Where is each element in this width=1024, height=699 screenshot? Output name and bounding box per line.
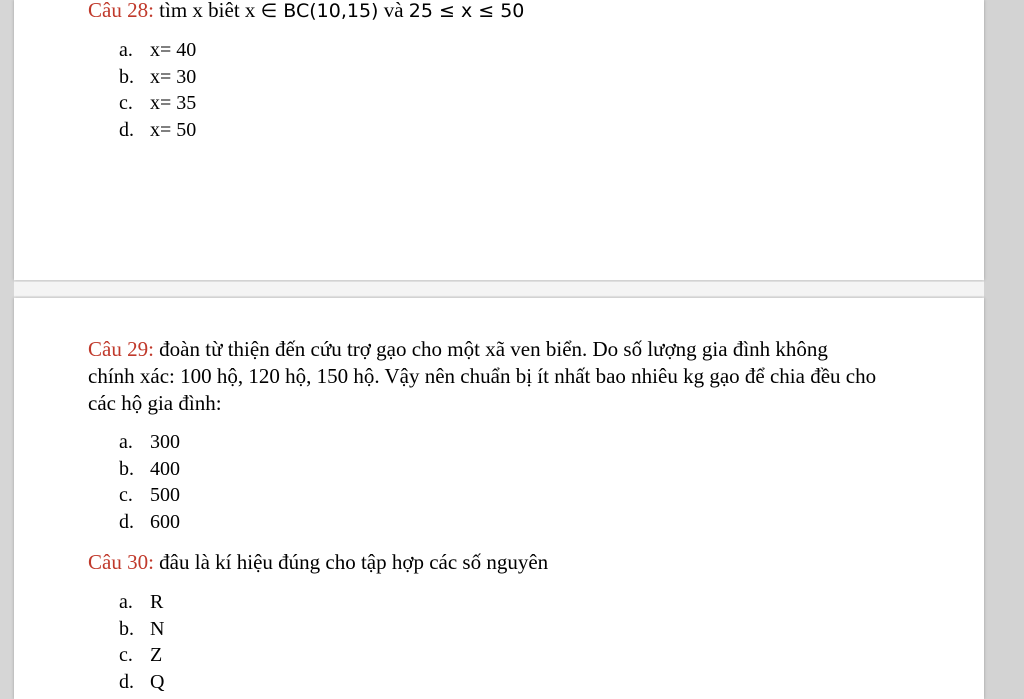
document-page-2	[14, 298, 984, 699]
question-text: tìm x biêt x	[153, 0, 261, 22]
question-label: Câu 29:	[88, 337, 154, 361]
option-d: d. x= 50	[119, 118, 197, 141]
question-30	[88, 549, 548, 576]
options-30	[119, 589, 164, 695]
option-b: b. 400	[119, 457, 180, 480]
question-28	[88, 0, 524, 25]
question-text-mid: và	[378, 0, 409, 22]
question-math-range: 25 ≤ x ≤ 50	[408, 0, 525, 22]
option-a: a. 300	[119, 431, 180, 453]
option-d: d. 600	[119, 510, 180, 533]
option-c: c. x= 35	[119, 92, 197, 114]
option-c: c. Z	[119, 644, 163, 666]
question-math: ∈ BC(10,15)	[260, 0, 379, 22]
option-a: a. x= 40	[119, 39, 197, 61]
question-text: đâu là kí hiệu đúng cho tập hợp các số nguyên	[153, 550, 549, 574]
option-d: d. Q	[119, 670, 165, 693]
options-29	[119, 429, 180, 535]
option-b: b. N	[119, 617, 165, 640]
question-29	[88, 336, 878, 417]
question-label: Câu 30:	[88, 550, 154, 574]
page-gap	[14, 282, 984, 296]
viewer-right-margin	[984, 0, 1024, 699]
options-28	[119, 37, 196, 143]
viewer-left-margin	[0, 0, 14, 699]
document-page-1	[14, 0, 984, 280]
question-label: Câu 28:	[88, 0, 154, 22]
option-b: b. x= 30	[119, 65, 197, 88]
option-a: a. R	[119, 591, 164, 613]
option-c: c. 500	[119, 484, 180, 506]
question-text: đoàn từ thiện đến cứu trợ gạo cho một xã ven biển. Do số lượng gia đình không chính xác: 100 hộ, 120 hộ, 150 hộ. Vậy nên chuẩn bị ít nhất bao nhiêu kg gạo để chia đều cho các hộ gia đình:	[88, 337, 877, 415]
